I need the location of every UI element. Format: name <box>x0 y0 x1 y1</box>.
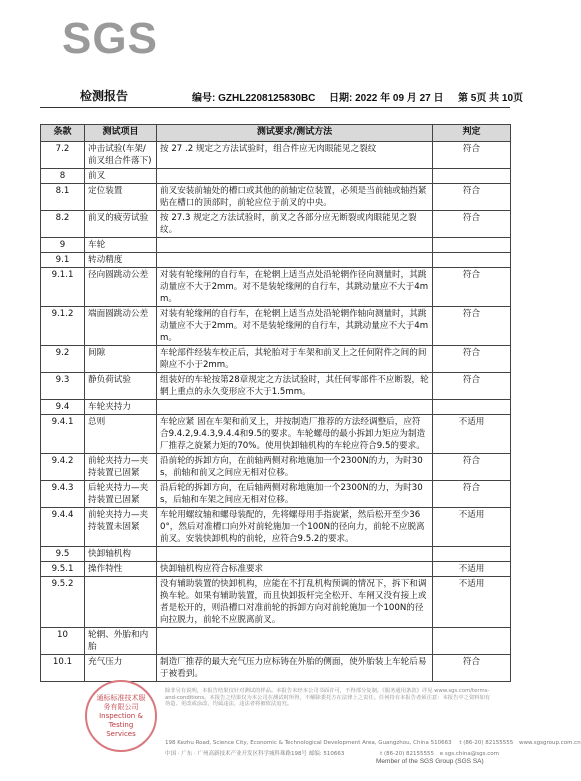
sgs-logo: SGS <box>62 14 158 63</box>
website[interactable]: www.sgsgroup.com.cn <box>519 740 581 746</box>
requirement-cell: 快卸轴机构应符合标准要求 <box>157 562 433 577</box>
clause-cell: 8.1 <box>41 184 85 211</box>
verdict-cell: 不适用 <box>433 415 511 454</box>
item-cell: 车轮 <box>85 238 157 253</box>
clause-cell: 9.1 <box>41 253 85 268</box>
clause-cell: 9.4.2 <box>41 454 85 481</box>
table-row <box>41 628 511 655</box>
clause-cell: 9.1.1 <box>41 268 85 307</box>
verdict-cell <box>433 400 511 415</box>
verdict-cell: 符合 <box>433 481 511 508</box>
item-cell: 径向圆跳动公差 <box>85 268 157 307</box>
clause-cell: 9.4.3 <box>41 481 85 508</box>
col-header-verdict: 判定 <box>433 125 511 142</box>
table-row <box>41 346 511 373</box>
table-row <box>41 577 511 628</box>
footer-address-cn <box>165 749 500 757</box>
table-row <box>41 415 511 454</box>
address-en: 198 Kezhu Road, Science City, Economic & Technological Development Area, Guangzhou, China 510663 <box>165 740 452 746</box>
table-row <box>41 253 511 268</box>
requirement-cell: 车轮部件经装车校正后，其轮胎对于车架和前叉上之任何附件之间的间隙应不小于2mm。 <box>157 346 433 373</box>
item-cell: 前叉 <box>85 169 157 184</box>
header-divider <box>40 107 510 108</box>
verdict-cell <box>433 238 511 253</box>
table-row <box>41 655 511 682</box>
requirement-cell: 按 27.3 规定之方法试验时，前叉之各部分应无断裂或肉眼能见之裂纹。 <box>157 211 433 238</box>
item-cell: 间隙 <box>85 346 157 373</box>
table-row <box>41 481 511 508</box>
requirement-cell: 制造厂推荐的最大充气压力应标铸在外胎的侧面，使外胎装上车轮后易于被看到。 <box>157 655 433 682</box>
requirement-cell: 沿前轮的拆卸方向，在前轴两侧对称地施加一个2300N的力，为时30s，前轴和前叉之间应无相对位移。 <box>157 454 433 481</box>
verdict-cell: 符合 <box>433 307 511 346</box>
company-seal <box>85 680 157 752</box>
verdict-cell <box>433 169 511 184</box>
item-cell: 静负荷试验 <box>85 373 157 400</box>
verdict-cell: 不适用 <box>433 577 511 628</box>
clause-cell: 9.5.2 <box>41 577 85 628</box>
requirement-cell <box>157 547 433 562</box>
requirement-cell: 对装有轮缘闸的自行车，在轮辋上适当点处沿轮辋作轴向测量时，其跳动量应不大于2mm。对不是装轮缘闸的自行车，其跳动量应不大于4mm。 <box>157 307 433 346</box>
item-cell: 端面圆跳动公差 <box>85 307 157 346</box>
requirement-cell <box>157 253 433 268</box>
page-indicator: 第 5页 共 10页 <box>458 93 524 104</box>
clause-cell: 9.3 <box>41 373 85 400</box>
verdict-cell: 符合 <box>433 655 511 682</box>
verdict-cell <box>433 628 511 655</box>
clause-cell: 9.1.2 <box>41 307 85 346</box>
requirement-cell: 按 27 .2 规定之方法试验时，组合件应无肉眼能见之裂纹 <box>157 142 433 169</box>
item-cell: 前轮夹持力—夹持装置未固紧 <box>85 508 157 547</box>
clause-cell: 10.1 <box>41 655 85 682</box>
clause-cell: 8.2 <box>41 211 85 238</box>
table-row <box>41 142 511 169</box>
item-cell: 快卸轴机构 <box>85 547 157 562</box>
phone-cn: t (86-20) 82155555 <box>380 751 435 757</box>
item-cell: 前叉的疲劳试验 <box>85 211 157 238</box>
clause-cell: 10 <box>41 628 85 655</box>
clause-cell: 9.4.1 <box>41 415 85 454</box>
table-row <box>41 169 511 184</box>
table-row <box>41 373 511 400</box>
clause-cell: 9.4.4 <box>41 508 85 547</box>
verdict-cell: 符合 <box>433 346 511 373</box>
item-cell: 转动精度 <box>85 253 157 268</box>
clause-cell: 7.2 <box>41 142 85 169</box>
item-cell: 定位装置 <box>85 184 157 211</box>
requirement-cell: 车轮用螺纹轴和螺母装配的，先将螺母用手指旋紧，然后松开至少360°，然后对准槽口向外对前轮施加一个100N的径向力，前轮不应脱离前叉。安装快卸机构的前轮，应符合9.5.2的要求。 <box>157 508 433 547</box>
clause-cell: 9.4 <box>41 400 85 415</box>
table-row <box>41 268 511 307</box>
item-cell: 前轮夹持力—夹持装置已固紧 <box>85 454 157 481</box>
table-row <box>41 562 511 577</box>
table-header-row <box>41 125 511 142</box>
table-row <box>41 547 511 562</box>
clause-cell: 9.5 <box>41 547 85 562</box>
verdict-cell: 不适用 <box>433 508 511 547</box>
verdict-cell: 符合 <box>433 454 511 481</box>
verdict-cell <box>433 253 511 268</box>
verdict-cell: 符合 <box>433 268 511 307</box>
item-cell: 充气压力 <box>85 655 157 682</box>
clause-cell: 9 <box>41 238 85 253</box>
requirement-cell <box>157 628 433 655</box>
clause-cell: 9.2 <box>41 346 85 373</box>
requirement-cell: 组装好的车轮按第28章规定之方法试验时，其任何零部件不应断裂，轮辋上重点的永久变形应不大于1.5mm。 <box>157 373 433 400</box>
requirement-cell <box>157 169 433 184</box>
clause-cell: 8 <box>41 169 85 184</box>
item-cell: 车轮夹持力 <box>85 400 157 415</box>
report-title: 检测报告 <box>80 89 129 103</box>
verdict-cell: 符合 <box>433 184 511 211</box>
item-cell: 总则 <box>85 415 157 454</box>
requirement-cell: 车轮应紧 固在车架和前叉上，并按制造厂推荐的方法经调整后，应符合9.4.2,9.4.3,9.4.4和9.5的要求。车轮螺母的最小拆卸力矩应为制造厂推荐之旋紧力矩的70%。使用快卸轴机构的车轮应符合9.5的要求。 <box>157 415 433 454</box>
clause-cell: 9.5.1 <box>41 562 85 577</box>
table-row <box>41 184 511 211</box>
requirement-cell <box>157 400 433 415</box>
sgs-member-note: Member of the SGS Group (SGS SA) <box>376 758 484 765</box>
table-row <box>41 454 511 481</box>
requirement-cell: 沿后轮的拆卸方向，在后轴两侧对称地施加一个2300N的力，为时30s，后轴和车架之间应无相对位移。 <box>157 481 433 508</box>
item-cell: 轮辋、外胎和内胎 <box>85 628 157 655</box>
col-header-item: 测试项目 <box>85 125 157 142</box>
verdict-cell: 符合 <box>433 373 511 400</box>
item-cell: 操作特性 <box>85 562 157 577</box>
report-date: 日期: 2022 年 09 月 27 日 <box>329 93 444 104</box>
verdict-cell: 符合 <box>433 211 511 238</box>
table-row <box>41 508 511 547</box>
requirement-cell <box>157 238 433 253</box>
item-cell: 冲击试验(车架/前叉组合件落下) <box>85 142 157 169</box>
table-row <box>41 238 511 253</box>
item-cell <box>85 577 157 628</box>
table-row <box>41 400 511 415</box>
test-results-table <box>40 124 511 682</box>
phone-en: t (86-20) 82155555 <box>459 740 514 746</box>
verdict-cell <box>433 547 511 562</box>
table-row <box>41 211 511 238</box>
footer-address-en <box>165 740 581 746</box>
item-cell: 后轮夹持力—夹持装置已固紧 <box>85 481 157 508</box>
address-cn: 中国 · 广东 · 广州高新技术产业开发区科学城科珠路198号 邮编: 510663 <box>165 751 345 757</box>
verdict-cell: 符合 <box>433 142 511 169</box>
footer-notice: 除非另有说明，本报告结果仅针对测试的样品。本报告未经本公司书面许可，不得部分复制。《服务通用条款》详见 www.sgs.com/terms-and-conditions。本报告之结果仅为本公司在测试时所得，不解除委托方在法律上之责任。任何持有本报告者须注意：本报告中之资料如有伪造、更改或涂改，均属违法，违法者将被依法追究。 <box>165 688 491 708</box>
email[interactable]: e sgs.china@sgs.com <box>439 751 499 757</box>
report-number: 编号: GZHL2208125830BC <box>192 93 316 104</box>
col-header-clause: 条款 <box>41 125 85 142</box>
table-row <box>41 307 511 346</box>
col-header-requirement: 测试要求/测试方法 <box>157 125 433 142</box>
requirement-cell: 没有辅助装置的快卸机构，应能在不打乱机构预调的情况下，拆下和调换车轮。如果有辅助装置，而且快卸扳杆完全松开、车闸又没有接上或者是松开的，则沿槽口对准前轮的拆卸方向对前轮施加一个100N的径向拉脱力，前轮不应脱离前叉。 <box>157 577 433 628</box>
seal-text: 通标标准技术服务有限公司 Inspection & Testing Services <box>96 693 146 738</box>
requirement-cell: 对装有轮缘闸的自行车，在轮辋上适当点处沿轮辋作径向测量时，其跳动量应不大于2mm。对不是装轮缘闸的自行车，其跳动量应不大于4mm。 <box>157 268 433 307</box>
verdict-cell: 不适用 <box>433 562 511 577</box>
requirement-cell: 前叉安装前轴处的槽口或其他的前轴定位装置，必须是当前轴或轴挡紧贴在槽口的顶部时，前轮应位于前叉的中央。 <box>157 184 433 211</box>
